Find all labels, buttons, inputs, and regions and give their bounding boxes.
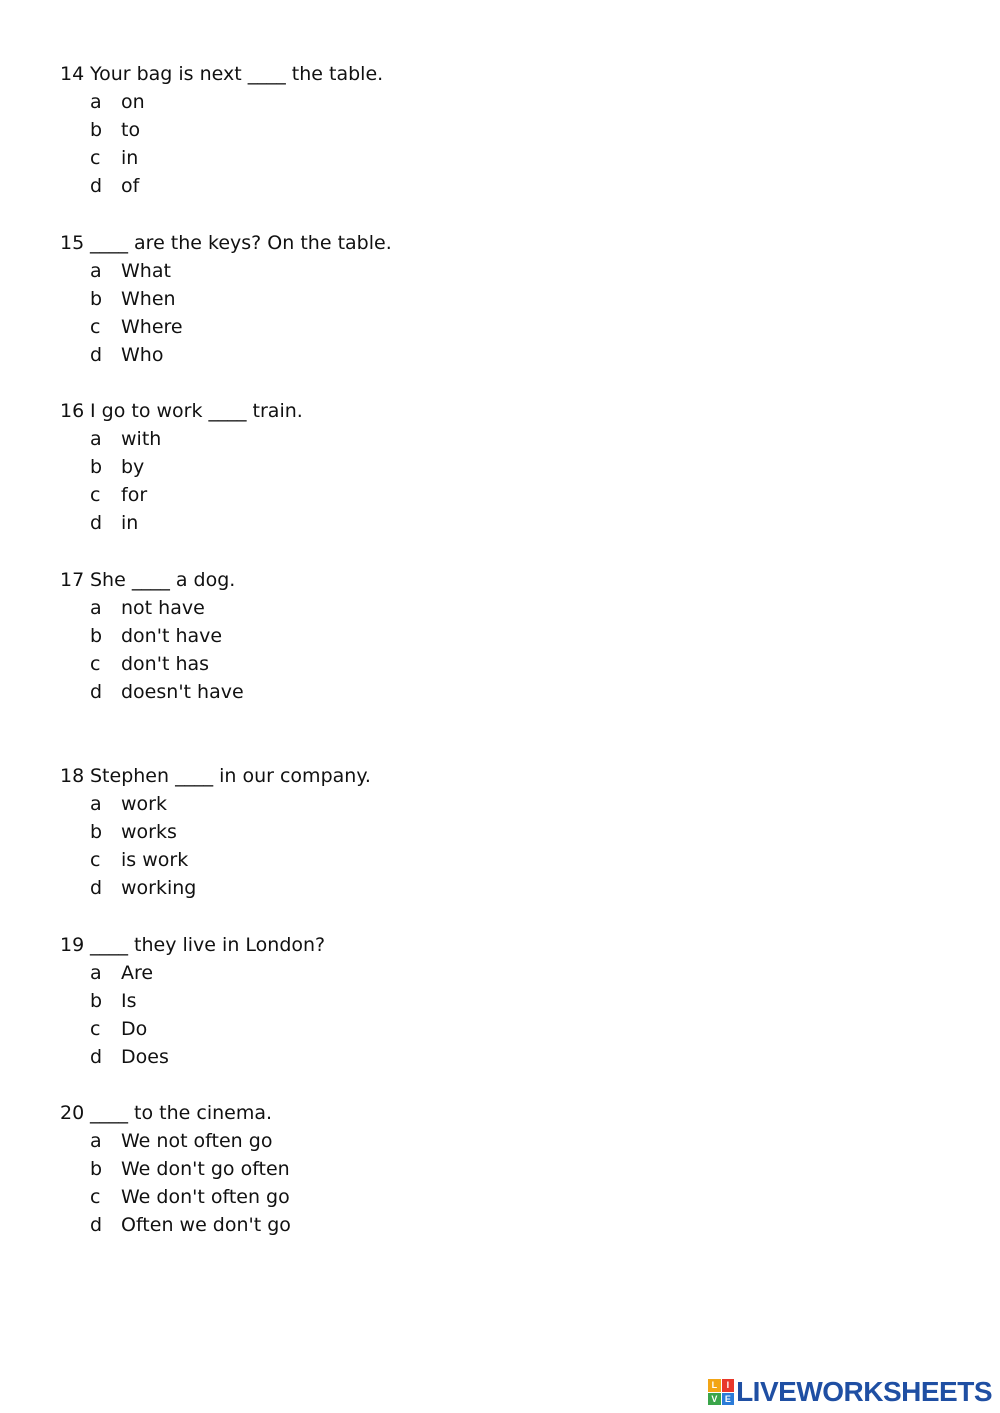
option-d[interactable] bbox=[90, 678, 244, 706]
options-list bbox=[90, 257, 392, 369]
option-b[interactable] bbox=[90, 453, 303, 481]
option-b[interactable] bbox=[90, 1155, 291, 1183]
option-d[interactable] bbox=[90, 1043, 325, 1071]
question-prompt: ____ to the cinema. bbox=[90, 1102, 273, 1124]
option-letter: c bbox=[90, 653, 101, 675]
option-letter: a bbox=[90, 1130, 102, 1152]
option-text: doesn't have bbox=[121, 681, 244, 703]
option-letter: b bbox=[90, 119, 103, 141]
option-letter: c bbox=[90, 1186, 101, 1208]
option-letter: d bbox=[90, 877, 103, 899]
option-letter: b bbox=[90, 288, 103, 310]
option-letter: a bbox=[90, 428, 102, 450]
option-a[interactable] bbox=[90, 257, 392, 285]
option-text: Is bbox=[121, 990, 137, 1012]
option-a[interactable] bbox=[90, 88, 383, 116]
option-letter: d bbox=[90, 681, 103, 703]
logo-tile-4: E bbox=[722, 1393, 735, 1406]
option-letter: b bbox=[90, 990, 103, 1012]
option-text: Do bbox=[121, 1018, 148, 1040]
question-prompt-line bbox=[60, 1099, 291, 1127]
option-text: is work bbox=[121, 849, 189, 871]
option-text: in bbox=[121, 147, 139, 169]
option-text: Who bbox=[121, 344, 164, 366]
question-14 bbox=[60, 60, 383, 200]
question-prompt: She ____ a dog. bbox=[90, 569, 236, 591]
question-number: 20 bbox=[60, 1102, 85, 1124]
option-letter: c bbox=[90, 849, 101, 871]
option-letter: b bbox=[90, 1158, 103, 1180]
option-c[interactable] bbox=[90, 313, 392, 341]
option-text: Does bbox=[121, 1046, 169, 1068]
option-letter: b bbox=[90, 625, 103, 647]
question-prompt-line bbox=[60, 566, 244, 594]
option-c[interactable] bbox=[90, 1183, 291, 1211]
option-text: We don't often go bbox=[121, 1186, 290, 1208]
option-letter: b bbox=[90, 821, 103, 843]
option-letter: c bbox=[90, 1018, 101, 1040]
option-c[interactable] bbox=[90, 481, 303, 509]
option-d[interactable] bbox=[90, 1211, 291, 1239]
option-text: with bbox=[121, 428, 162, 450]
question-prompt: ____ they live in London? bbox=[90, 934, 326, 956]
question-prompt-line bbox=[60, 229, 392, 257]
option-text: Are bbox=[121, 962, 154, 984]
question-prompt: Your bag is next ____ the table. bbox=[90, 63, 384, 85]
option-c[interactable] bbox=[90, 650, 244, 678]
question-prompt: Stephen ____ in our company. bbox=[90, 765, 371, 787]
option-text: working bbox=[121, 877, 197, 899]
option-letter: c bbox=[90, 316, 101, 338]
liveworksheets-brand bbox=[708, 1377, 992, 1407]
question-18 bbox=[60, 762, 371, 902]
option-text: Often we don't go bbox=[121, 1214, 291, 1236]
option-text: not have bbox=[121, 597, 205, 619]
option-d[interactable] bbox=[90, 341, 392, 369]
option-text: works bbox=[121, 821, 177, 843]
option-text: We don't go often bbox=[121, 1158, 290, 1180]
option-letter: d bbox=[90, 512, 103, 534]
logo-tile-1: L bbox=[708, 1379, 721, 1392]
option-text: What bbox=[121, 260, 171, 282]
option-text: When bbox=[121, 288, 176, 310]
option-letter: a bbox=[90, 260, 102, 282]
question-prompt-line bbox=[60, 60, 383, 88]
option-text: We not often go bbox=[121, 1130, 273, 1152]
option-letter: c bbox=[90, 147, 101, 169]
question-number: 14 bbox=[60, 63, 85, 85]
option-letter: a bbox=[90, 91, 102, 113]
options-list bbox=[90, 1127, 291, 1239]
option-b[interactable] bbox=[90, 285, 392, 313]
option-text: by bbox=[121, 456, 145, 478]
option-letter: d bbox=[90, 1046, 103, 1068]
question-prompt: I go to work ____ train. bbox=[90, 400, 303, 422]
option-text: work bbox=[121, 793, 167, 815]
option-c[interactable] bbox=[90, 144, 383, 172]
option-c[interactable] bbox=[90, 846, 371, 874]
option-text: don't has bbox=[121, 653, 210, 675]
option-b[interactable] bbox=[90, 818, 371, 846]
option-letter: a bbox=[90, 962, 102, 984]
option-b[interactable] bbox=[90, 987, 325, 1015]
options-list bbox=[90, 959, 325, 1071]
logo-tile-2: I bbox=[722, 1379, 735, 1392]
question-19 bbox=[60, 931, 325, 1071]
option-c[interactable] bbox=[90, 1015, 325, 1043]
option-text: Where bbox=[121, 316, 183, 338]
option-a[interactable] bbox=[90, 790, 371, 818]
option-text: on bbox=[121, 91, 145, 113]
option-d[interactable] bbox=[90, 509, 303, 537]
option-letter: d bbox=[90, 175, 103, 197]
options-list bbox=[90, 425, 303, 537]
option-a[interactable] bbox=[90, 959, 325, 987]
brand-text: LIVEWORKSHEETS bbox=[736, 1376, 992, 1407]
option-a[interactable] bbox=[90, 425, 303, 453]
option-letter: b bbox=[90, 456, 103, 478]
question-17 bbox=[60, 566, 244, 706]
option-letter: c bbox=[90, 484, 101, 506]
option-text: to bbox=[121, 119, 141, 141]
question-number: 18 bbox=[60, 765, 85, 787]
question-15 bbox=[60, 229, 392, 369]
option-text: for bbox=[121, 484, 148, 506]
logo-tile-3: V bbox=[708, 1393, 721, 1406]
option-a[interactable] bbox=[90, 594, 244, 622]
option-letter: a bbox=[90, 793, 102, 815]
option-b[interactable] bbox=[90, 116, 383, 144]
option-text: in bbox=[121, 512, 139, 534]
liveworksheets-logo-icon bbox=[708, 1379, 734, 1405]
option-letter: a bbox=[90, 597, 102, 619]
question-prompt: ____ are the keys? On the table. bbox=[90, 232, 392, 254]
question-16 bbox=[60, 397, 303, 537]
options-list bbox=[90, 88, 383, 200]
question-prompt-line bbox=[60, 931, 325, 959]
option-letter: d bbox=[90, 1214, 103, 1236]
question-prompt-line bbox=[60, 397, 303, 425]
option-text: don't have bbox=[121, 625, 223, 647]
option-b[interactable] bbox=[90, 622, 244, 650]
question-number: 17 bbox=[60, 569, 85, 591]
question-number: 15 bbox=[60, 232, 85, 254]
options-list bbox=[90, 790, 371, 902]
question-number: 16 bbox=[60, 400, 85, 422]
option-letter: d bbox=[90, 344, 103, 366]
option-d[interactable] bbox=[90, 172, 383, 200]
option-d[interactable] bbox=[90, 874, 371, 902]
option-text: of bbox=[121, 175, 140, 197]
question-20 bbox=[60, 1099, 291, 1239]
options-list bbox=[90, 594, 244, 706]
question-prompt-line bbox=[60, 762, 371, 790]
question-number: 19 bbox=[60, 934, 85, 956]
option-a[interactable] bbox=[90, 1127, 291, 1155]
